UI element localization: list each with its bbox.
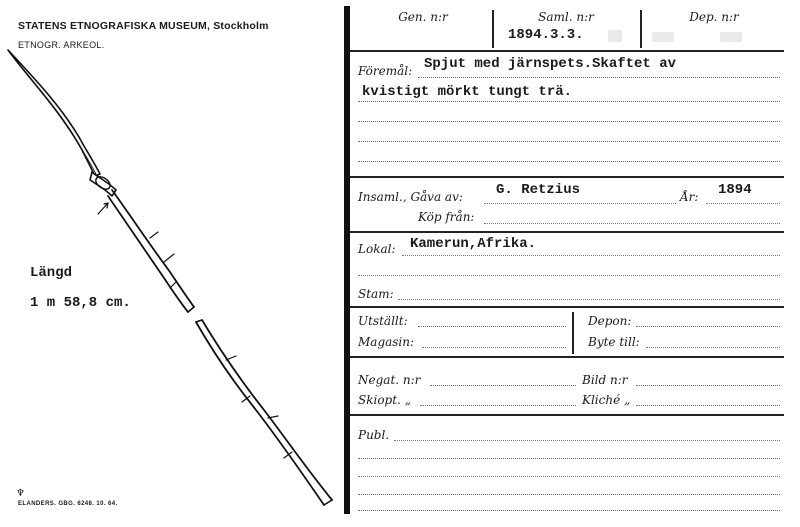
dotted-line (636, 385, 780, 386)
dotted-line (402, 255, 780, 256)
dotted-line (358, 121, 780, 122)
dotted-line (358, 275, 780, 276)
dotted-line (646, 347, 780, 348)
museum-name: STATENS ETNOGRAFISKA MUSEUM, Stockholm (18, 20, 269, 32)
bild-nr-label: Bild n:r (582, 373, 628, 387)
dep-nr-label: Dep. n:r (689, 10, 739, 24)
dotted-line (636, 326, 780, 327)
dotted-line (418, 326, 566, 327)
saml-nr-label: Saml. n:r (538, 10, 594, 24)
kliche-label: Kliché „ (582, 393, 631, 407)
header-rule (350, 50, 784, 52)
dotted-line (358, 494, 780, 495)
dotted-line (430, 385, 576, 386)
dotted-line (420, 405, 576, 406)
ink-smudge (652, 32, 674, 42)
section-rule (350, 306, 784, 308)
kop-fran-label: Köp från: (418, 210, 475, 224)
dotted-line (636, 405, 780, 406)
spear-drawing (0, 0, 344, 527)
depon-label: Depon: (588, 314, 632, 328)
header-separator (640, 10, 642, 48)
stam-label: Stam: (358, 287, 394, 301)
column-separator (572, 312, 574, 354)
gen-nr-label: Gen. n:r (398, 10, 448, 24)
foremal-value-line1: Spjut med järnspets.Skaftet av (424, 56, 677, 72)
dotted-line (358, 458, 780, 459)
section-rule (350, 176, 784, 178)
department-label: ETNOGR. ARKEOL. (18, 40, 105, 50)
magasin-label: Magasin: (358, 335, 415, 349)
dotted-line (706, 203, 780, 204)
lokal-label: Lokal: (358, 242, 396, 256)
museum-city: , Stockholm (206, 20, 269, 32)
dotted-line (358, 510, 780, 511)
dotted-line (484, 223, 780, 224)
ar-value: 1894 (718, 182, 752, 198)
dotted-line (358, 101, 780, 102)
section-rule (350, 414, 784, 416)
dotted-line (358, 476, 780, 477)
foremal-value-line2: kvistigt mörkt tungt trä. (362, 84, 573, 100)
negat-nr-label: Negat. n:r (358, 373, 421, 387)
foremal-label: Föremål: (358, 64, 413, 78)
dotted-line (358, 161, 780, 162)
section-rule (350, 231, 784, 233)
dotted-line (422, 347, 566, 348)
ar-label: År: (680, 190, 699, 204)
byte-till-label: Byte till: (588, 335, 640, 349)
dotted-line (484, 203, 676, 204)
publ-label: Publ. (358, 428, 390, 442)
printer-logo-icon: ♆ (16, 488, 25, 499)
printer-imprint: ELANDERS. GBG. 6248. 10. 64. (18, 501, 118, 507)
ink-smudge (720, 32, 742, 42)
insaml-label: Insaml., Gåva av: (358, 190, 463, 204)
utstallt-label: Utställt: (358, 314, 408, 328)
dotted-line (398, 299, 780, 300)
saml-nr-value: 1894.3.3. (508, 27, 584, 43)
length-label: Längd (30, 265, 73, 281)
header-separator (492, 10, 494, 48)
insaml-value: G. Retzius (496, 182, 581, 198)
card-divider (344, 6, 350, 514)
length-value: 1 m 58,8 cm. (30, 295, 131, 311)
dotted-line (394, 440, 780, 441)
skiopt-label: Skiopt. „ (358, 393, 411, 407)
dotted-line (358, 141, 780, 142)
section-rule (350, 356, 784, 358)
ink-smudge (608, 30, 622, 42)
dotted-line (418, 77, 780, 78)
lokal-value: Kamerun,Afrika. (410, 236, 537, 252)
